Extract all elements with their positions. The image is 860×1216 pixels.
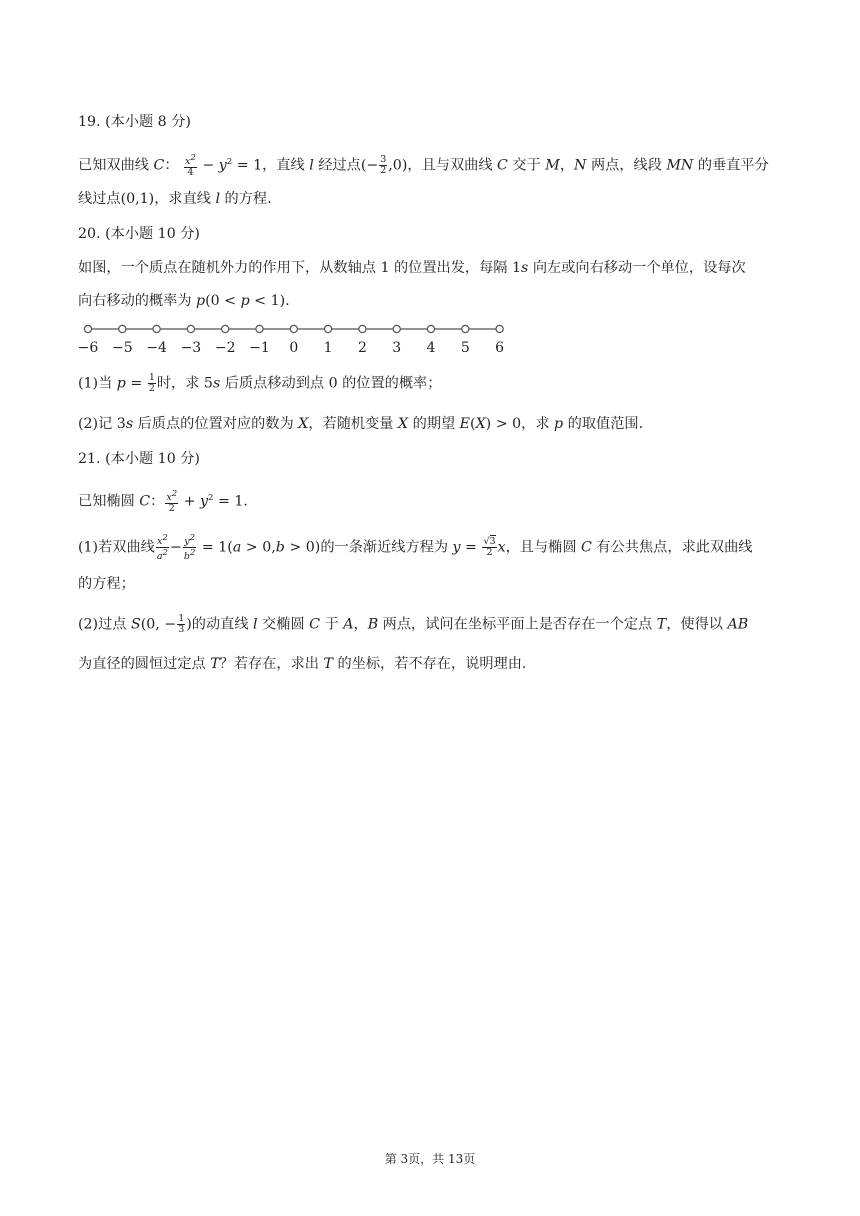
number-line-figure — [76, 321, 516, 361]
number-line-label: 2 — [357, 340, 367, 356]
number-line-label: −1 — [249, 340, 270, 356]
number-line-point — [256, 325, 263, 332]
number-line-label: −2 — [214, 340, 236, 356]
number-line-point — [187, 325, 194, 332]
q21-heading: 21. (本小题 10 分) — [78, 451, 200, 467]
q19-heading: 19. (本小题 8 分) — [78, 114, 191, 130]
number-line-label: 6 — [495, 340, 505, 356]
number-line-label: −6 — [77, 340, 99, 356]
number-line-point — [119, 325, 126, 332]
number-line-label: 3 — [392, 340, 402, 356]
q21-part1-line2: 的方程； — [78, 576, 135, 592]
number-line-point — [222, 325, 229, 332]
number-line-point — [84, 325, 91, 332]
number-line-label: −5 — [111, 340, 133, 356]
number-line-point — [153, 325, 160, 332]
q20-heading: 20. (本小题 10 分) — [78, 226, 200, 242]
q21-part2-line1: (2)过点 S(0, − $\frac{1}{3}$ )的动直线 l 交椭圆 C 于 A，B 两点，试问在坐标平面上是否存在一个定点 T，使得以 AB — [78, 613, 749, 635]
number-line-point — [359, 325, 366, 332]
number-line-label: −4 — [146, 340, 167, 356]
q21-line1: 已知椭圆 C： $\frac{x^2}{2}$ + $y^2 = 1$. — [78, 489, 248, 515]
q19-line2: 线过点(0,1)，求直线 l 的方程. — [78, 191, 272, 207]
q20-part2: (2)记 3s 后质点的位置对应的数为 X，若随机变量 X 的期望 E(X) > 0，求 p 的取值范围. — [78, 416, 644, 432]
q20-part1: (1)当 p = $\frac{1}{2}$ 时，求 5s 后质点移动到点 0 的位置的概率； — [78, 372, 442, 394]
q20-line2: 向右移动的概率为 p(0 < p < 1). — [78, 293, 290, 309]
q21-part2-line2: 为直径的圆恒过定点 T？若存在，求出 T 的坐标，若不存在，说明理由. — [78, 656, 527, 672]
number-line-label: 4 — [426, 340, 436, 356]
number-line-point — [496, 325, 503, 332]
number-line-point — [393, 325, 400, 332]
number-line-point — [290, 325, 297, 332]
number-line-point — [427, 325, 434, 332]
number-line-point — [462, 325, 469, 332]
number-line-label: 5 — [460, 340, 470, 356]
q21-part1-line1: (1)若双曲线 $\frac{x^2}{a^2}$ − $\frac{y^2}{b^2}$ = 1(a > 0,b > 0)的一条渐近线方程为 y = $\frac{√3}{2}$ x，且与椭圆 C 有公共焦点，求此双曲线 — [78, 533, 753, 563]
q20-line1: 如图，一个质点在随机外力的作用下，从数轴点 1 的位置出发，每隔 1s 向左或向右移动一个单位，设每次 — [78, 260, 746, 276]
number-line-label: 1 — [323, 340, 333, 356]
page-footer: 第 3页，共 13页 — [384, 1152, 476, 1166]
number-line-label: −3 — [180, 340, 202, 356]
number-line-label: 0 — [289, 340, 299, 356]
number-line-point — [325, 325, 332, 332]
q19-line1: 已知双曲线 C： $\frac{x^2}{4}$ − $y^2 = 1$，直线 l 经过点(− $\frac{3}{2}$ ,0)，且与双曲线 C 交于 M，N 两点，线段 MN 的垂直平分 — [78, 153, 769, 179]
